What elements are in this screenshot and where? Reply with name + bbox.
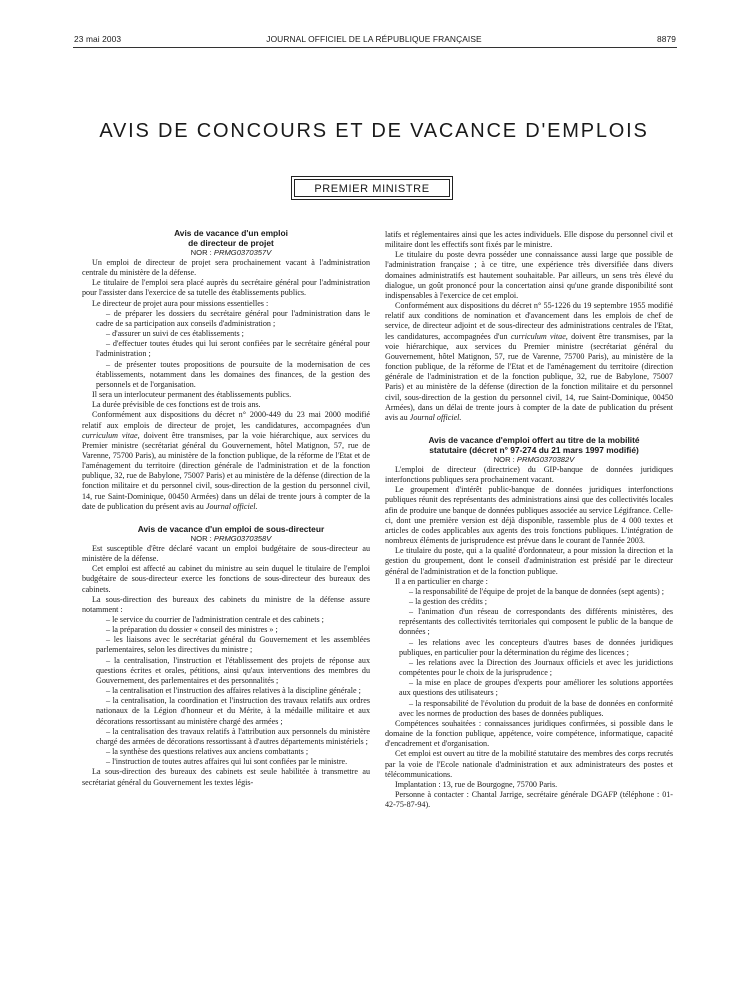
nor-reference: NOR : PRMG0370358V — [190, 533, 272, 543]
journal-title: JOURNAL OFFICIEL DE LA RÉPUBLIQUE FRANÇAISE — [266, 34, 482, 44]
notice-title: Avis de vacance d'emploi offert au titre de la mobilité — [428, 434, 640, 445]
notice-directeur-projet — [82, 228, 370, 512]
paragraph: Le titulaire du poste, qui a la qualité d'ordonnateur, a pour mission la direction et la gestion du groupement, dont le conseil d'administration est présidé par le directeur général de l'administration et de la fonction publique. — [385, 546, 673, 576]
paragraph: Compétences souhaitées : connaissances juridiques confirmées, si possible dans le domaine de la fonction publique, appétence, voire compétence, informatique, capacité d'encadrement et d'organisation. — [385, 718, 673, 749]
list-item: – la responsabilité de l'évolution du produit de la base de données en conformité avec les normes de production des bases de données publiques. — [399, 698, 673, 718]
list-item: – la responsabilité de l'équipe de projet de la banque de données (sept agents) ; — [409, 586, 664, 596]
header-date: 23 mai 2003 — [74, 34, 122, 44]
list-item: – le service du courrier de l'administration centrale et des cabinets ; — [106, 615, 324, 624]
paragraph: Cet emploi est affecté au cabinet du ministre au sein duquel le titulaire de l'emploi budgétaire de sous-directeur exerce les fonctions de sous-directeur des bureaux des cabinets. — [82, 564, 370, 594]
section-title: PREMIER MINISTRE — [294, 179, 450, 197]
notice-sous-directeur — [82, 524, 370, 788]
list-item: – les liaisons avec le secrétariat général du Gouvernement et les assemblées parlementaires, selon les directives du ministre ; — [96, 635, 370, 655]
paragraph: La sous-direction des bureaux des cabinets est seule habilitée à transmettre au secrétariat général du Gouvernement les textes légis- — [82, 767, 370, 787]
paragraph: Il sera un interlocuteur permanent des établissements publics. — [92, 390, 292, 400]
nor-reference: NOR : PRMG0370382V — [493, 454, 575, 464]
paragraph: Le titulaire de l'emploi sera placé auprès du secrétaire général pour l'administration pour l'assister dans l'exercice de sa tutelle des établissements publics. — [82, 278, 370, 298]
list-item: – l'animation d'un réseau de correspondants des différents ministères, des représentants des collectivités territoriales qui composent le public de la banque de données ; — [399, 607, 673, 637]
paragraph: La durée prévisible de ces fonctions est de trois ans. — [92, 400, 261, 410]
paragraph: Est susceptible d'être déclaré vacant un emploi budgétaire de sous-directeur au ministère de la défense. — [82, 543, 370, 564]
list-item: – d'effectuer toutes études qui lui seront confiées par le secrétaire général pour l'administration ; — [96, 339, 370, 359]
list-item: – les relations avec les concepteurs d'autres bases de données juridiques publiques, en particulier pour la détermination du régime des licences ; — [399, 637, 673, 657]
list-item: – les relations avec la Direction des Journaux officiels et avec les juridictions compétentes pour le choix de la jurisprudence ; — [399, 657, 673, 678]
paragraph: Il a en particulier en charge : — [395, 576, 488, 586]
paragraph: Implantation : 13, rue de Bourgogne, 75700 Paris. — [395, 779, 558, 789]
paragraph: Le directeur de projet aura pour missions essentielles : — [92, 298, 269, 308]
paragraph: Conformément aux dispositions du décret n° 55-1226 du 19 septembre 1955 modifié relatif aux conditions de nomination et d'avancement dans les emplois de chef de service, de directeur adjoint et de sous-directeur des administrations centrales de l'Etat, les candidatures, accompagnées d'un curriculum vitae, doivent être transmises, par la voie hiérarchique, aux services du Premier ministre (secrétariat général du Gouvernement, hôtel Matignon, 57, rue de Varenne, 75700 Paris), au ministère de la fonction publique, de la réforme de l'Etat et de l'aménagement du territoire (direction générale de l'administration et de la fonction publique, 32, rue de Babylone, 75007 Paris) et au ministère de la défense (direction de la fonction militaire et du personnel civil, sous-direction de la gestion du personnel civil, 14, rue Saint-Dominique, 00450 Armées), dans un délai de trente jours à compter de la date de publication du présent avis au Journal officiel. — [385, 301, 673, 422]
list-item: – la synthèse des questions relatives aux anciens combattants ; — [106, 747, 309, 757]
notice-title-line2: de directeur de projet — [188, 238, 274, 248]
list-item: – d'assurer un suivi de ces établissements ; — [106, 329, 244, 339]
notice-title: Avis de vacance d'un emploi — [174, 228, 288, 238]
left-column — [82, 228, 370, 788]
list-item: – l'instruction de toutes autres affaires qui lui sont confiées par le ministre. — [106, 757, 348, 767]
paragraph: Conformément aux dispositions du décret n° 2000-449 du 23 mai 2000 modifié relatif aux emplois de directeur de projet, les candidatures, accompagnées d'un curriculum vitae, doivent être transmises, par la voie hiérarchique, aux services du Premier ministre (secrétariat général du Gouvernement, hôtel Matignon, 57, rue de Varenne, 75700 Paris), au ministère de la fonction publique, de la réforme de l'Etat et de l'aménagement du territoire (direction générale de l'administration et de la fonction publique, 32, rue de Babylone, 75007 Paris) et au ministère de la défense (direction de la fonction militaire et du personnel civil, sous-direction de la gestion du personnel civil, 14, rue Saint-Dominique, 00450 Armées) dans un délai de trente jours à compter de la date de publication du présent avis au Journal officiel. — [82, 410, 370, 511]
list-item: – la centralisation et l'instruction des affaires relatives à la discipline générale ; — [106, 686, 361, 696]
paragraph: La sous-direction des bureaux des cabinets du ministre de la défense assure notamment : — [82, 594, 370, 614]
section-box — [291, 176, 453, 200]
right-column — [385, 230, 673, 810]
list-item: – la centralisation, la coordination et l'instruction des travaux relatifs aux ordres nationaux de la Légion d'honneur et du Mérite, à la médaille militaire et aux décorations ressortissant au ministère chargé des armées ; — [96, 696, 370, 726]
list-item: – de présenter toutes propositions de poursuite de la modernisation de ces établissements, notamment dans les domaines des finances, de la gestion des personnels et de l'organisation. — [96, 359, 370, 389]
paragraph: Le groupement d'intérêt public-banque de données juridiques interfonctions publiques réunit des représentants des administrations ainsi que des collectivités locales afin de produire une banque de données publiques associée au service Légifrance. Celle-ci, dont une première version est déjà disponible, rassemble plus de 4 000 textes et articles de codes applicables aux agents des trois fonctions publiques. L'intégration de nombreux éléments de jurisprudence est prévue dans le courant de l'année 2003. — [385, 485, 673, 546]
paragraph: latifs et réglementaires ainsi que les actes individuels. Elle dispose du personnel civil et militaire dont les effectifs sont fixés par le ministre. — [385, 230, 673, 250]
list-item: – la gestion des crédits ; — [409, 597, 487, 606]
page-number: 8879 — [656, 34, 676, 44]
list-item: – la mise en place de groupes d'experts pour améliorer les solutions apportées aux questions des utilisateurs ; — [399, 678, 673, 698]
paragraph: L'emploi de directeur (directrice) du GIP-banque de données juridiques interfonctions publiques sera prochainement vacant. — [385, 464, 673, 485]
list-item: – de préparer les dossiers du secrétaire général pour l'administration dans le cadre de sa participation aux conseils d'administration ; — [96, 308, 370, 328]
notice-title-line2: statutaire (décret n° 97-274 du 21 mars 1997 modifié) — [429, 444, 639, 455]
paragraph: Un emploi de directeur de projet sera prochainement vacant à l'administration centrale du ministère de la défense. — [82, 258, 370, 278]
nor-reference: NOR : PRMG0370357V — [190, 248, 272, 257]
paragraph: Le titulaire du poste devra posséder une connaissance aussi large que possible de l'administration française ; à ce titre, une expérience très diversifiée dans divers domaines administratifs est hautement souhaitable. Par ailleurs, un sens très élevé du dialogue, un goût prononcé pour la concertation ainsi qu'une grande disponibilité sont indispensables à l'exercice de cet emploi. — [385, 250, 673, 300]
paragraph: Cet emploi est ouvert au titre de la mobilité statutaire des membres des corps recrutés par la voie de l'Ecole nationale d'administration et aux administrateurs des postes et télécommunications. — [385, 749, 673, 779]
list-item: – la centralisation des travaux relatifs à l'attribution aux personnels du ministère chargé des armées de décorations ressortissant à d'autres départements ministériels ; — [96, 726, 370, 746]
list-item: – la centralisation, l'instruction et l'établissement des projets de réponse aux questions écrites et orales, pétitions, ainsi qu'aux interventions des membres du Gouvernement, des parlementaires et des personnalités ; — [96, 655, 370, 685]
header-rule — [73, 47, 677, 48]
paragraph: Personne à contacter : Chantal Jarrige, secrétaire générale DGAFP (téléphone : 01-42-75-87-94). — [385, 789, 673, 810]
notice-title: Avis de vacance d'un emploi de sous-directeur — [137, 523, 325, 534]
notice-mobilite — [385, 435, 673, 810]
page-title: AVIS DE CONCOURS ET DE VACANCE D'EMPLOIS — [99, 120, 649, 142]
list-item: – la préparation du dossier « conseil des ministres » ; — [106, 625, 278, 635]
